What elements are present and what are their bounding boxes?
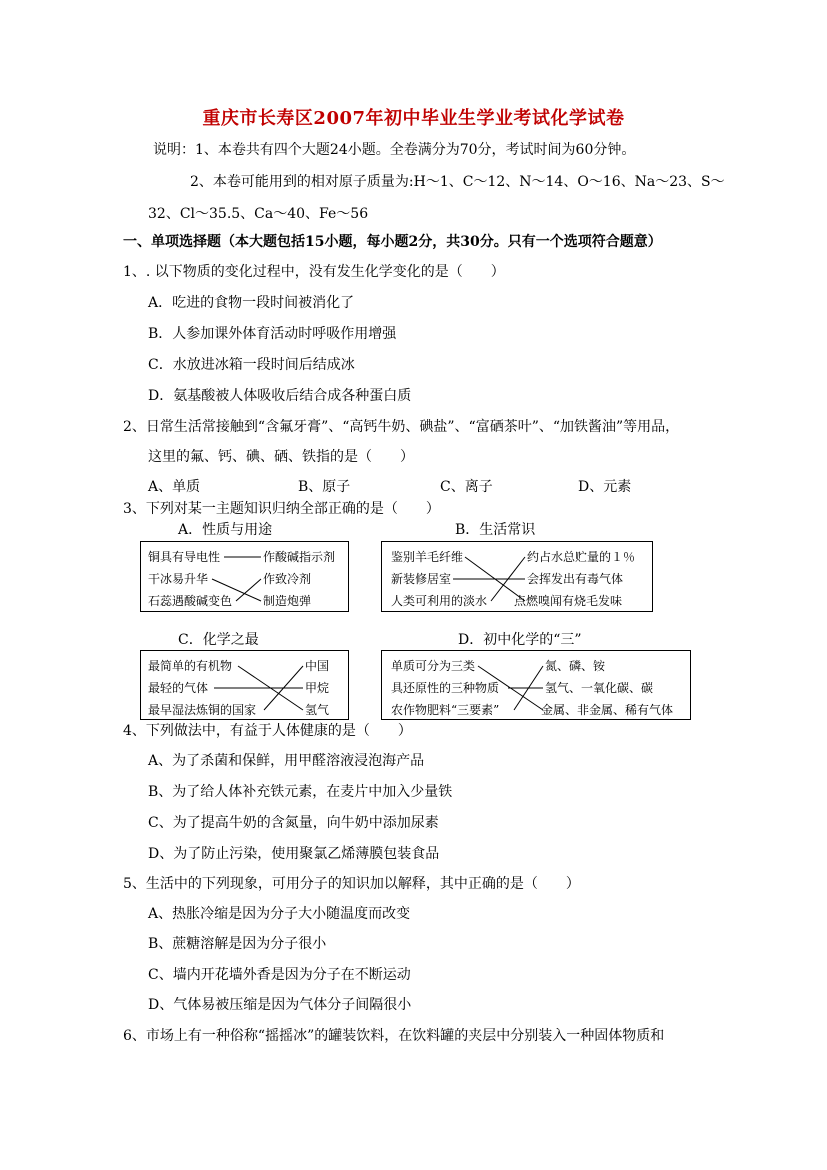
q5-option-c: C、墙内开花墙外香是因为分子在不断运动 [148,967,411,983]
q3-box-d-left-2: 具还原性的三种物质 [391,681,500,695]
q3-box-a-right-1: 作酸碱指示剂 [263,550,336,564]
section-heading: 一、单项选择题（本大题包括15小题，每小题2分，共30分。只有一个选项符合题意） [123,234,662,250]
q5-option-b: B、蔗糖溶解是因为分子很小 [148,936,327,952]
q2-option-c: C、离子 [440,479,493,495]
q3-box-a-left-2: 干冰易升华 [148,572,209,586]
q3-box-d-left-1: 单质可分为三类 [391,659,476,673]
q2-option-a: A、单质 [148,479,201,495]
q3-box-d-heading: D．初中化学的“三” [458,632,582,648]
q3-box-c-left-1: 最简单的有机物 [148,659,233,673]
q2-option-b: B、原子 [298,479,351,495]
q1-option-c: C．水放进冰箱一段时间后结成冰 [148,357,355,373]
q2-stem-2: 这里的氟、钙、碘、硒、铁指的是（ ） [148,449,414,465]
q4-option-b: B、为了给人体补充铁元素，在麦片中加入少量铁 [148,784,453,800]
q3-box-b-right-2: 会挥发出有毒气体 [527,572,624,586]
q4-option-a: A、为了杀菌和保鲜，用甲醛溶液浸泡海产品 [148,753,425,769]
q2-option-d: D、元素 [578,479,632,495]
q3-box-b-heading: B．生活常识 [455,522,536,538]
q5-option-a: A、热胀冷缩是因为分子大小随温度而改变 [148,906,411,922]
q5-stem: 5、生活中的下列现象，可用分子的知识加以解释，其中正确的是（ ） [123,876,580,892]
q5-option-d: D、气体易被压缩是因为气体分子间隔很小 [148,997,412,1013]
q3-box-b-left-2: 新装修居室 [391,572,452,586]
q3-box-a-left-3: 石蕊遇酸碱变色 [148,594,233,608]
notes-line-1: 说明：1、本卷共有四个大题24小题。全卷满分为70分，考试时间为60分钟。 [153,142,636,158]
q3-box-b-left-3: 人类可利用的淡水 [391,594,488,608]
q3-box-d-left-3: 农作物肥料“三要素” [391,703,500,717]
q6-stem: 6、市场上有一种俗称“摇摇冰”的罐装饮料，在饮料罐的夹层中分别装入一种固体物质和 [123,1028,665,1044]
q3-box-b-left-1: 鉴别羊毛纤维 [391,550,464,564]
q3-box-c-right-1: 中国 [305,659,330,673]
q3-box-a-right-3: 制造炮弹 [263,594,312,608]
q3-box-a-right-2: 作致冷剂 [263,572,312,586]
q4-option-d: D、为了防止污染，使用聚氯乙烯薄膜包装食品 [148,846,440,862]
q3-box-c-left-3: 最早湿法炼铜的国家 [148,703,257,717]
q3-box-a-left-1: 铜具有导电性 [148,550,221,564]
q3-box-c-right-2: 甲烷 [305,681,330,695]
q3-box-b-right-3: 点燃嗅闻有烧毛发味 [514,594,623,608]
q2-stem: 2、日常生活常接触到“含氟牙膏”、“高钙牛奶、碘盐”、“富硒茶叶”、“加铁酱油”等用品， [123,419,680,435]
box-a-line-3 [236,579,261,601]
q1-option-b: B．人参加课外体育活动时呼吸作用增强 [148,326,397,342]
q3-box-d-right-2: 氢气、一氧化碳、碳 [545,681,654,695]
box-a-line-2 [212,579,261,601]
notes-line-2: 2、本卷可能用到的相对原子质量为:H～1、C～12、N～14、O～16、Na～23、S～ [190,174,725,190]
q3-box-d-right-3: 金属、非金属、稀有气体 [541,703,674,717]
notes-line-3: 32、Cl～35.5、Ca～40、Fe～56 [148,206,369,222]
q3-box-c-right-3: 氢气 [305,703,330,717]
q3-box-b-right-1: 约占水总贮量的１％ [527,550,636,564]
q1-stem: 1、. 以下物质的变化过程中，没有发生化学变化的是（ ） [123,264,505,280]
q3-stem: 3、下列对某一主题知识归纳全部正确的是（ ） [123,501,440,517]
q3-box-d-right-1: 氮、磷、铵 [545,659,606,673]
q4-stem: 4、下列做法中，有益于人体健康的是（ ） [123,723,412,739]
q4-option-c: C、为了提高牛奶的含氮量，向牛奶中添加尿素 [148,815,439,831]
q1-option-a: A．吃进的食物一段时间被消化了 [148,295,355,311]
q3-box-c-left-2: 最轻的气体 [148,681,209,695]
q3-box-c-heading: C．化学之最 [178,632,259,648]
exam-title: 重庆市长寿区2007年初中毕业生学业考试化学试卷 [202,108,625,129]
q1-option-d: D．氨基酸被人体吸收后结合成各种蛋白质 [148,388,412,404]
q3-box-a-heading: A．性质与用途 [178,522,273,538]
